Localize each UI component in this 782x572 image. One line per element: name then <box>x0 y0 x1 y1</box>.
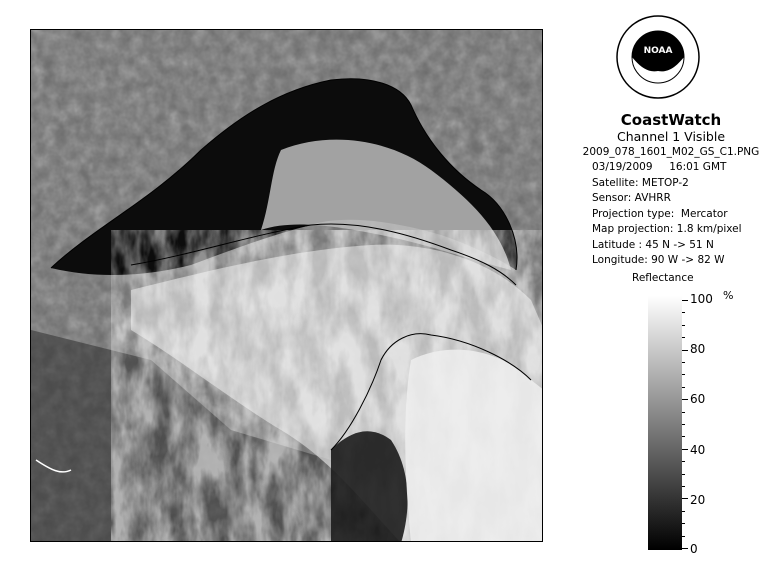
map-projection: Map projection: 1.8 km/pixel <box>592 223 742 235</box>
tick-0: 0 <box>690 542 698 556</box>
noaa-logo-svg <box>616 15 700 99</box>
channel-subtitle: Channel 1 Visible <box>616 129 726 144</box>
logo-text: NOAA <box>643 46 673 56</box>
colorbar-tick-mark <box>682 536 685 537</box>
satellite-image-svg <box>31 30 543 542</box>
colorbar-tick-mark <box>682 362 685 363</box>
noaa-logo <box>616 15 700 111</box>
colorbar-tick-mark <box>682 486 685 487</box>
colorbar-tick-mark <box>682 374 685 375</box>
colorbar-tick-mark <box>682 387 685 388</box>
colorbar-tick-mark <box>682 511 685 512</box>
tick-80: 80 <box>690 342 706 356</box>
colorbar-tick-mark <box>682 350 688 351</box>
reflectance-unit: % <box>723 289 734 302</box>
tick-40: 40 <box>690 443 706 457</box>
app-title: CoastWatch <box>620 111 722 129</box>
tick-60: 60 <box>690 392 706 406</box>
colorbar-tick-mark <box>682 300 688 301</box>
colorbar-tick-mark <box>682 399 688 400</box>
satellite: Satellite: METOP-2 <box>592 176 689 189</box>
lake-huron-ice <box>405 350 543 542</box>
longitude: Longitude: 90 W -> 82 W <box>592 254 725 266</box>
reflectance-colorbar <box>648 296 682 550</box>
tick-20: 20 <box>690 493 706 507</box>
tick-100: 100 <box>690 292 713 306</box>
datetime: 03/19/2009 16:01 GMT <box>592 161 727 173</box>
colorbar-tick-mark <box>682 312 685 313</box>
projection-type: Projection type: Mercator <box>592 207 728 220</box>
sensor: Sensor: AVHRR <box>592 192 671 204</box>
meta-list <box>592 160 742 269</box>
colorbar-tick-mark <box>682 337 685 338</box>
filename: 2009_078_1601_M02_GS_C1.PNG <box>582 146 760 158</box>
colorbar-tick-mark <box>682 523 685 524</box>
colorbar-tick-mark <box>682 449 688 450</box>
colorbar-tick-mark <box>682 424 685 425</box>
reflectance-label: Reflectance <box>632 272 694 284</box>
colorbar-tick-mark <box>682 461 685 462</box>
colorbar-tick-mark <box>682 474 685 475</box>
satellite-image <box>30 29 543 542</box>
colorbar-tick-mark <box>682 548 688 549</box>
latitude: Latitude : 45 N -> 51 N <box>592 238 714 251</box>
colorbar-tick-mark <box>682 498 688 499</box>
colorbar-tick-mark <box>682 436 685 437</box>
colorbar-tick-mark <box>682 412 685 413</box>
colorbar-tick-mark <box>682 325 685 326</box>
